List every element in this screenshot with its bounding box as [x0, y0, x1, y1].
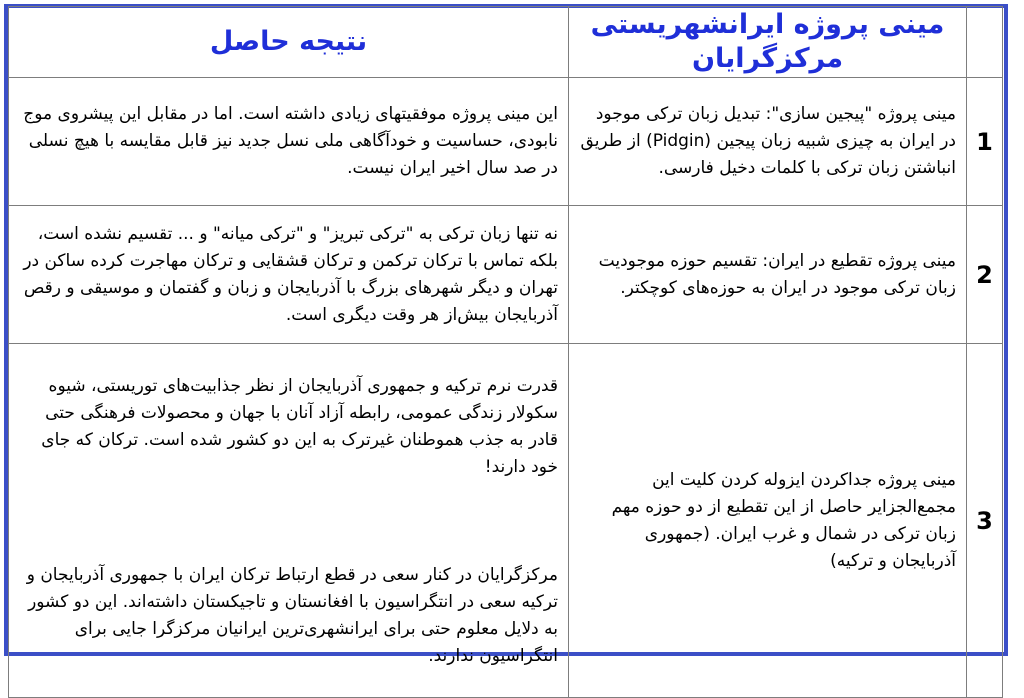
mini-project-cell: مینی پروژه جداکردن ایزوله کردن کلیت این مجمع‌الجزایر حاصل از این تقطیع از دو حوزه مهم زبان ترکی در شمال و غرب ایران. (جمهوری آذربایجان و ترکیه)	[569, 344, 967, 698]
mini-project-cell: مینی پروژه "پیجین سازی": تبدیل زبان ترکی موجود در ایران به چیزی شبیه زبان پیجین (Pidgin) از طریق انباشتن زبان ترکی با کلمات دخیل فارسی.	[569, 78, 967, 206]
table-row	[9, 78, 1003, 206]
row-number: 3	[967, 344, 1003, 698]
table-row	[9, 206, 1003, 344]
mini-project-cell: مینی پروژه تقطیع در ایران: تقسیم حوزه موجودیت زبان ترکی موجود در ایران به حوزه‌های کوچکتر.	[569, 206, 967, 344]
table-row	[9, 344, 1003, 698]
header-row	[9, 7, 1003, 78]
result-paragraph-1: قدرت نرم ترکیه و جمهوری آذربایجان از نظر جذابیت‌های توریستی، شیوه سکولار زندگی عمومی، رابطه آزاد آنان با جهان و محصولات فرهنگی حتی قادر به جذب هموطنان غیرترک به این دو کشور شده است. ترکان که جای خود دارند!	[41, 376, 558, 477]
result-cell: نه تنها زبان ترکی به "ترکی تبریز" و "ترکی میانه" و ... تقسیم نشده است، بلکه تماس با ترکان ترکمن و ترکان قشقایی و ترکان مهاجرت کرده ساکن در تهران و دیگر شهرهای بزرگ با آذربایجان و زبان و گفتمان و موسیقی و رقص آذربایجان بیش‌از هر وقت دیگری است.	[9, 206, 569, 344]
result-paragraph-2: مرکزگرایان در کنار سعی در قطع ارتباط ترکان ایران با جمهوری آذربایجان و ترکیه سعی در انتگراسیون با افغانستان و تاجیکستان داشته‌اند. این دو کشور به دلایل معلوم حتی برای ایرانشهری‌ترین ایرانیان مرکزگرا جایی برای انتگراسیون ندارند.	[26, 565, 558, 666]
header-mini-project: مینی پروژه ایرانشهریستی مرکزگرایان	[569, 7, 967, 78]
result-cell	[9, 344, 569, 698]
result-cell: این مینی پروژه موفقیتهای زیادی داشته است. اما در مقابل این پیشروی موج نابودی، حساسیت و خودآگاهی ملی نسل جدید نیز قابل مقایسه با هیچ نسلی در صد سال اخیر ایران نیست.	[9, 78, 569, 206]
header-result: نتیجه حاصل	[9, 7, 569, 78]
paragraph-spacer	[19, 508, 558, 535]
header-index-cell	[967, 7, 1003, 78]
row-number: 2	[967, 206, 1003, 344]
comparison-table	[8, 6, 1003, 698]
row-number: 1	[967, 78, 1003, 206]
